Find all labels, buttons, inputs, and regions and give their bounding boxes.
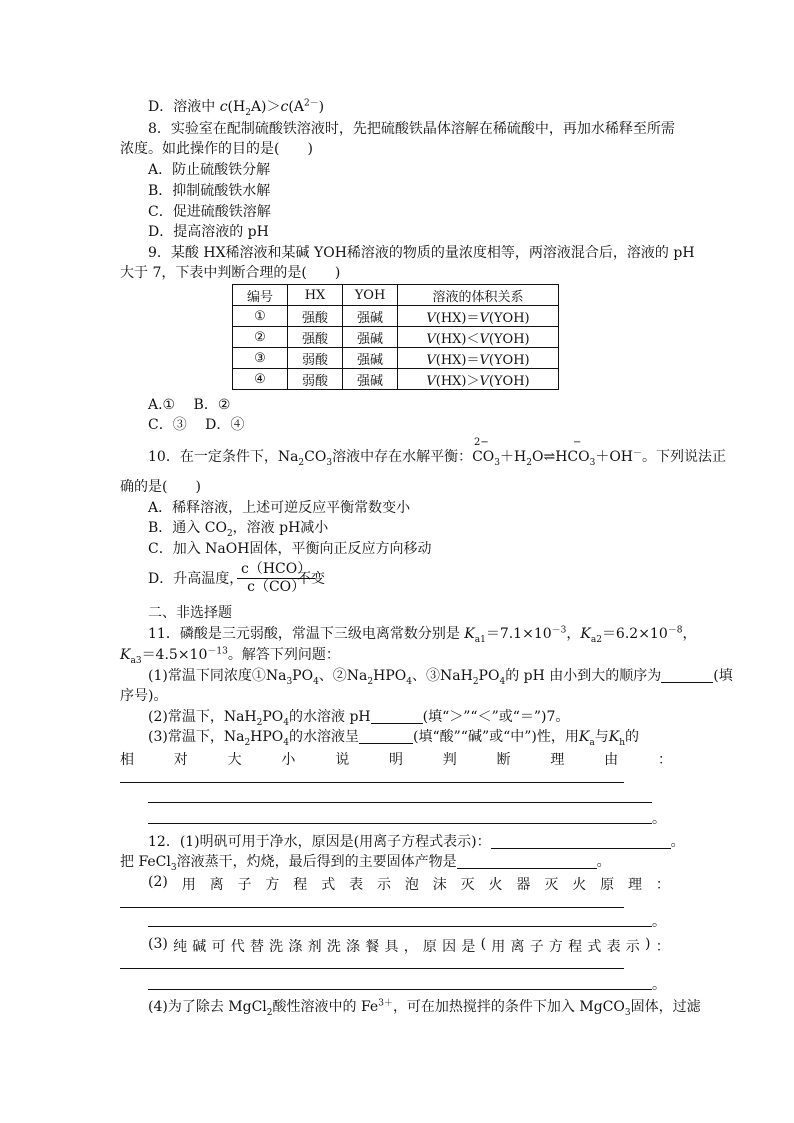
answer-blank-q12-1[interactable]: [491, 834, 671, 849]
answer-line[interactable]: [148, 823, 652, 824]
section-heading: 二、非选择题: [148, 605, 232, 621]
q11-stem-line2: $K_{a3}=4.5\times 10^{-13}$。解答下列问题：: [120, 646, 340, 666]
q12-part4: (4)为了除去 MgCl$_2$酸性溶液中的 $Fe^{3+}$，可在加热搅拌的条件下加入 MgCO$_3$固体，过滤: [148, 998, 701, 1018]
q10-option-d-tail: 不变: [297, 571, 325, 587]
q10-option-a[interactable]: A．稀释溶液，上述可逆反应平衡常数变小: [148, 500, 411, 516]
table-header: YOH: [343, 285, 398, 306]
table-cell: V(HX)＞V(YOH): [398, 369, 559, 390]
answer-line[interactable]: [148, 926, 652, 927]
q8-option-d[interactable]: D．提高溶液的 pH: [148, 224, 269, 240]
table-cell: 弱酸: [288, 348, 343, 369]
answer-blank-q11-1[interactable]: [661, 668, 713, 683]
q12-part1-line2: 把 FeCl$_3$溶液蒸干，灼烧，最后得到的主要固体产物是 。: [120, 854, 611, 873]
q8-stem-line1: 8．实验室在配制硫酸铁溶液时，先把硫酸铁晶体溶解在稀硫酸中，再加水稀释至所需: [148, 121, 675, 137]
q9-options-ab[interactable]: A.① B．②: [148, 397, 231, 413]
q10-option-c[interactable]: C．加入 NaOH固体，平衡向正反应方向移动: [148, 541, 432, 557]
q10-superscript-bicarbonate: −: [573, 437, 582, 448]
answer-blank-q11-2[interactable]: [371, 709, 423, 724]
q12-part1: 12．(1)明矾可用于净水，原因是(用离子方程式表示)： 。: [148, 834, 685, 850]
q11-part2: (2)常温下，$NaH_2PO_4$的水溶液 pH (填“＞”“＜”或“＝”)7。: [148, 709, 570, 728]
q11-part3-line2: 相 对 大 小 说 明 判 断 理 由 ：: [120, 752, 672, 768]
table-cell: 强碱: [343, 327, 398, 348]
table-cell: 强碱: [343, 348, 398, 369]
q10-superscript-carbonate: 2−: [474, 437, 489, 448]
table-row: [233, 348, 559, 369]
table-cell: ③: [233, 348, 288, 369]
q12-part2: (2) 用 离 子 方 程 式 表 示 泡 沫 灭 火 器 灭 火 原 理 ：: [148, 874, 670, 893]
fraction-numerator: c（HCO）: [237, 561, 315, 579]
table-cell: V(HX)＝V(YOH): [398, 306, 559, 327]
table-cell: 强碱: [343, 306, 398, 327]
table-cell: 强酸: [288, 306, 343, 327]
table-row: [233, 369, 559, 390]
q11-part1-line2: 序号)。: [120, 688, 168, 704]
answer-blank-q11-3[interactable]: [359, 729, 413, 744]
table-cell: V(HX)＜V(YOH): [398, 327, 559, 348]
q11-part3: (3)常温下，$Na_2HPO_4$的水溶液呈 (填“酸”“碱”或“中”)性，用$K_a$与$K_h$的: [148, 729, 639, 748]
q9-stem-line1: 9．某酸 HX稀溶液和某碱 YOH稀溶液的物质的量浓度相等，两溶液混合后，溶液的 pH: [148, 245, 695, 261]
q7-option-d: D．溶液中 $c(H_2A)>c(A^{2-})$: [148, 98, 325, 118]
q9-options-cd[interactable]: C．③ D．④: [148, 417, 245, 433]
end-mark: 。: [652, 914, 666, 930]
table-cell: V(HX)＝V(YOH): [398, 348, 559, 369]
q10-stem-line1: 10．在一定条件下，$Na_2CO_3$溶液中存在水解平衡：$CO_3+H_2O\rightleftharpoons HCO_3+OH^-$。下列说法正: [148, 448, 727, 468]
q9-table: [232, 284, 559, 390]
table-row: [233, 306, 559, 327]
fraction-denominator: c（CO）: [247, 579, 306, 595]
table-cell: ①: [233, 306, 288, 327]
table-header: 编号: [233, 285, 288, 306]
q11-stem-line1: 11．磷酸是三元弱酸，常温下三级电离常数分别是 $K_{a1}=7.1\times 10^{-3}$，$K_{a2}=6.2\times 10^{-8}$，: [148, 625, 697, 645]
table-row: [233, 327, 559, 348]
end-mark: 。: [652, 811, 666, 827]
answer-line[interactable]: [148, 802, 652, 803]
table-cell: 强酸: [288, 327, 343, 348]
q8-option-a[interactable]: A．防止硫酸铁分解: [148, 162, 271, 178]
q8-option-c[interactable]: C．促进硫酸铁溶解: [148, 204, 271, 220]
q10-option-b[interactable]: B．通入 $CO_2$，溶液 pH减小: [148, 520, 329, 539]
answer-line[interactable]: [120, 782, 624, 783]
q9-stem-line2: 大于 7，下表中判断合理的是( ): [120, 265, 341, 281]
q12-part3: (3) 纯 碱 可 代 替 洗 涤 剂 洗 涤 餐 具 ， 原 因 是 ( 用 离 子 方 程 式 表 示 ) ：: [148, 936, 670, 955]
q10-stem-line2: 确的是( ): [120, 479, 201, 495]
answer-line[interactable]: [120, 907, 624, 908]
table-header-row: [233, 285, 559, 306]
q10-option-d-label[interactable]: D．升高温度，: [148, 571, 244, 587]
table-header: HX: [288, 285, 343, 306]
answer-line[interactable]: [148, 989, 652, 990]
q8-option-b[interactable]: B．抑制硫酸铁水解: [148, 183, 271, 199]
table-header: 溶液的体积关系: [398, 285, 559, 306]
q11-part1: (1)常温下同浓度$①Na_3PO_4$、$②Na_2HPO_4$、$③NaH_2PO_4$的 pH 由小到大的顺序为 (填: [148, 668, 733, 687]
answer-blank-q12-2[interactable]: [457, 854, 597, 869]
table-cell: 强碱: [343, 369, 398, 390]
table-cell: 弱酸: [288, 369, 343, 390]
table-cell: ④: [233, 369, 288, 390]
end-mark: 。: [652, 977, 666, 993]
q8-stem-line2: 浓度。如此操作的目的是( ): [120, 141, 313, 157]
answer-line[interactable]: [120, 968, 624, 969]
table-cell: ②: [233, 327, 288, 348]
